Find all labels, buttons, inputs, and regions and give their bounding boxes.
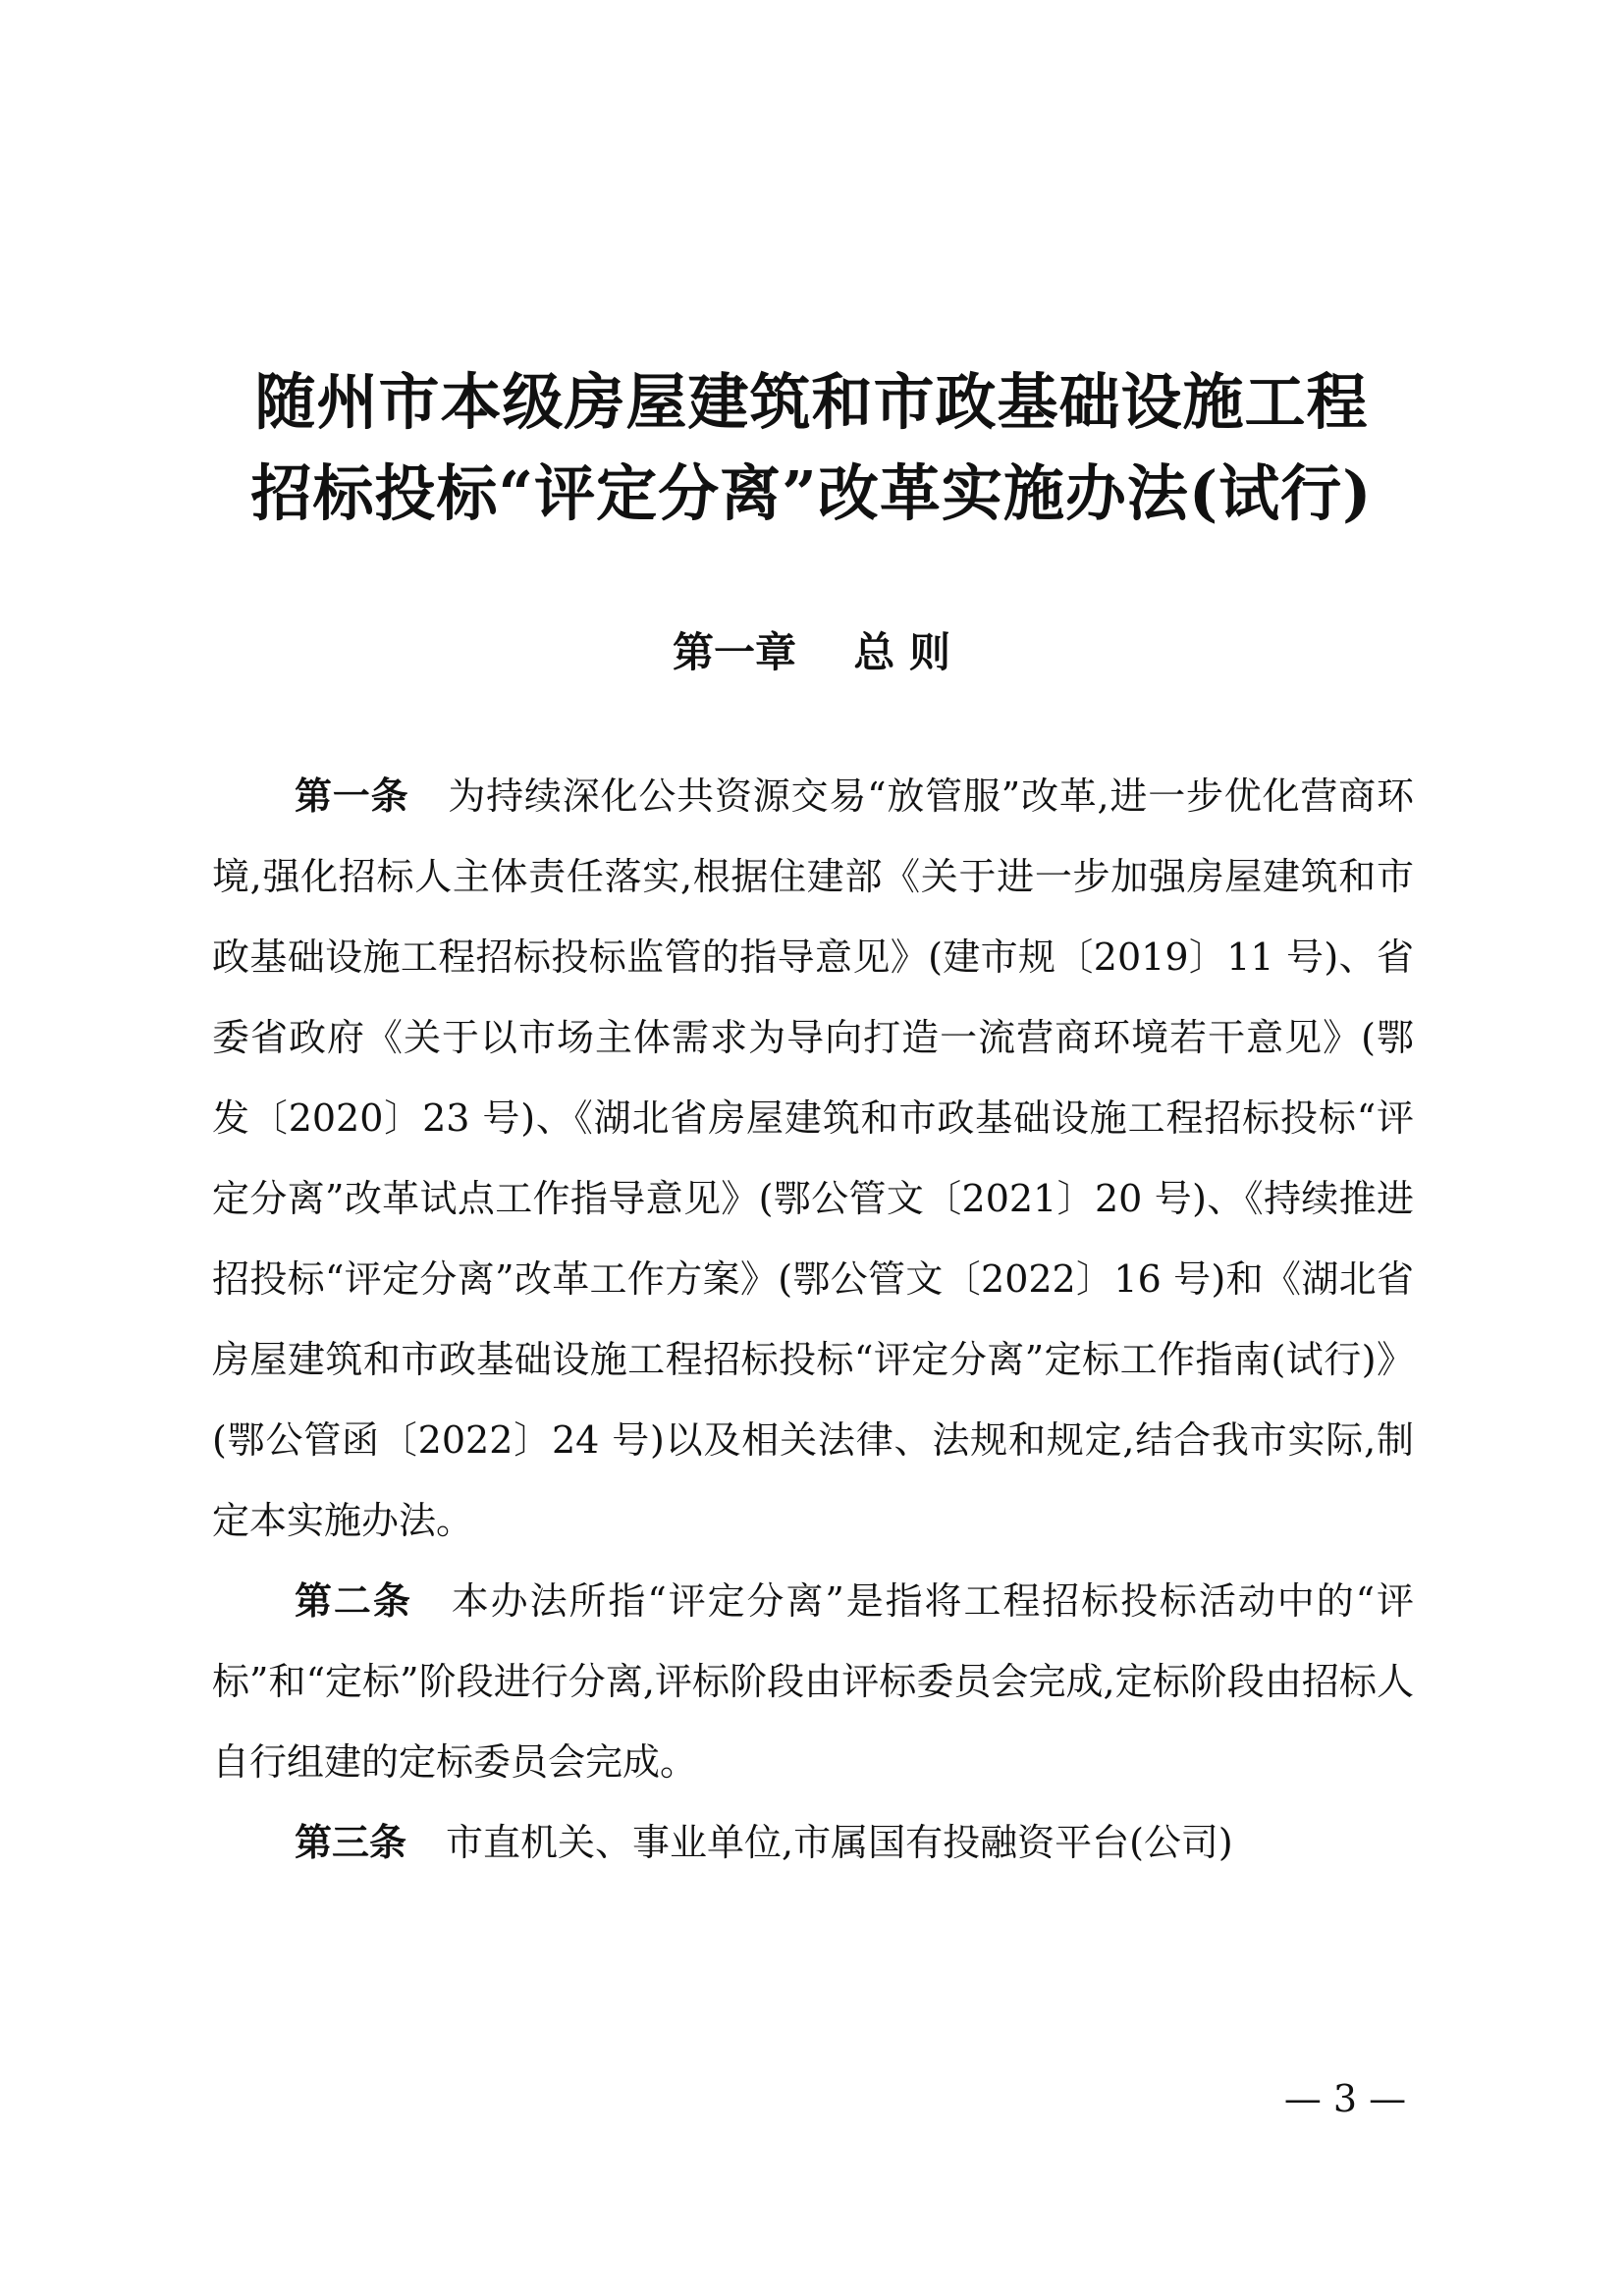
chapter-heading: 第一章 总 则 xyxy=(672,628,951,676)
page-number: — 3 — xyxy=(1283,2077,1407,2120)
document-title-line-2: 招标投标“评定分离”改革实施办法(试行) xyxy=(250,457,1373,529)
article-2-label: 第二条 xyxy=(295,1579,412,1623)
article-1 xyxy=(212,756,1414,1561)
article-3 xyxy=(212,1802,1414,1883)
article-2 xyxy=(212,1561,1414,1802)
article-3-text: 市直机关、事业单位,市属国有投融资平台(公司) xyxy=(446,1821,1233,1864)
article-2-paragraph xyxy=(212,1561,1414,1802)
document-title-line-1: 随州市本级房屋建筑和市政基础设施工程 xyxy=(254,366,1369,438)
article-1-label: 第一条 xyxy=(295,774,409,818)
article-2-text: 本办法所指“评定分离”是指将工程招标投标活动中的“评标”和“定标”阶段进行分离,评标阶段由评标委员会完成,定标阶段由招标人自行组建的定标委员会完成。 xyxy=(212,1579,1414,1784)
article-1-paragraph xyxy=(212,756,1414,1561)
article-3-paragraph xyxy=(212,1802,1414,1883)
article-1-text: 为持续深化公共资源交易“放管服”改革,进一步优化营商环境,强化招标人主体责任落实,根据住建部《关于进一步加强房屋建筑和市政基础设施工程招标投标监管的指导意见》(建市规〔2019〕11 号)、省委省政府《关于以市场主体需求为导向打造一流营商环境若干意见》(鄂发〔2020〕23 号)、《湖北省房屋建筑和市政基础设施工程招标投标“评定分离”改革试点工作指导意见》(鄂公管文〔2021〕20 号)、《持续推进招投标“评定分离”改革工作方案》(鄂公管文〔2022〕16 号)和《湖北省房屋建筑和市政基础设施工程招标投标“评定分离”定标工作指南(试行)》(鄂公管函〔2022〕24 号)以及相关法律、法规和规定,结合我市实际,制定本实施办法。 xyxy=(212,774,1414,1542)
article-3-label: 第三条 xyxy=(295,1821,407,1864)
